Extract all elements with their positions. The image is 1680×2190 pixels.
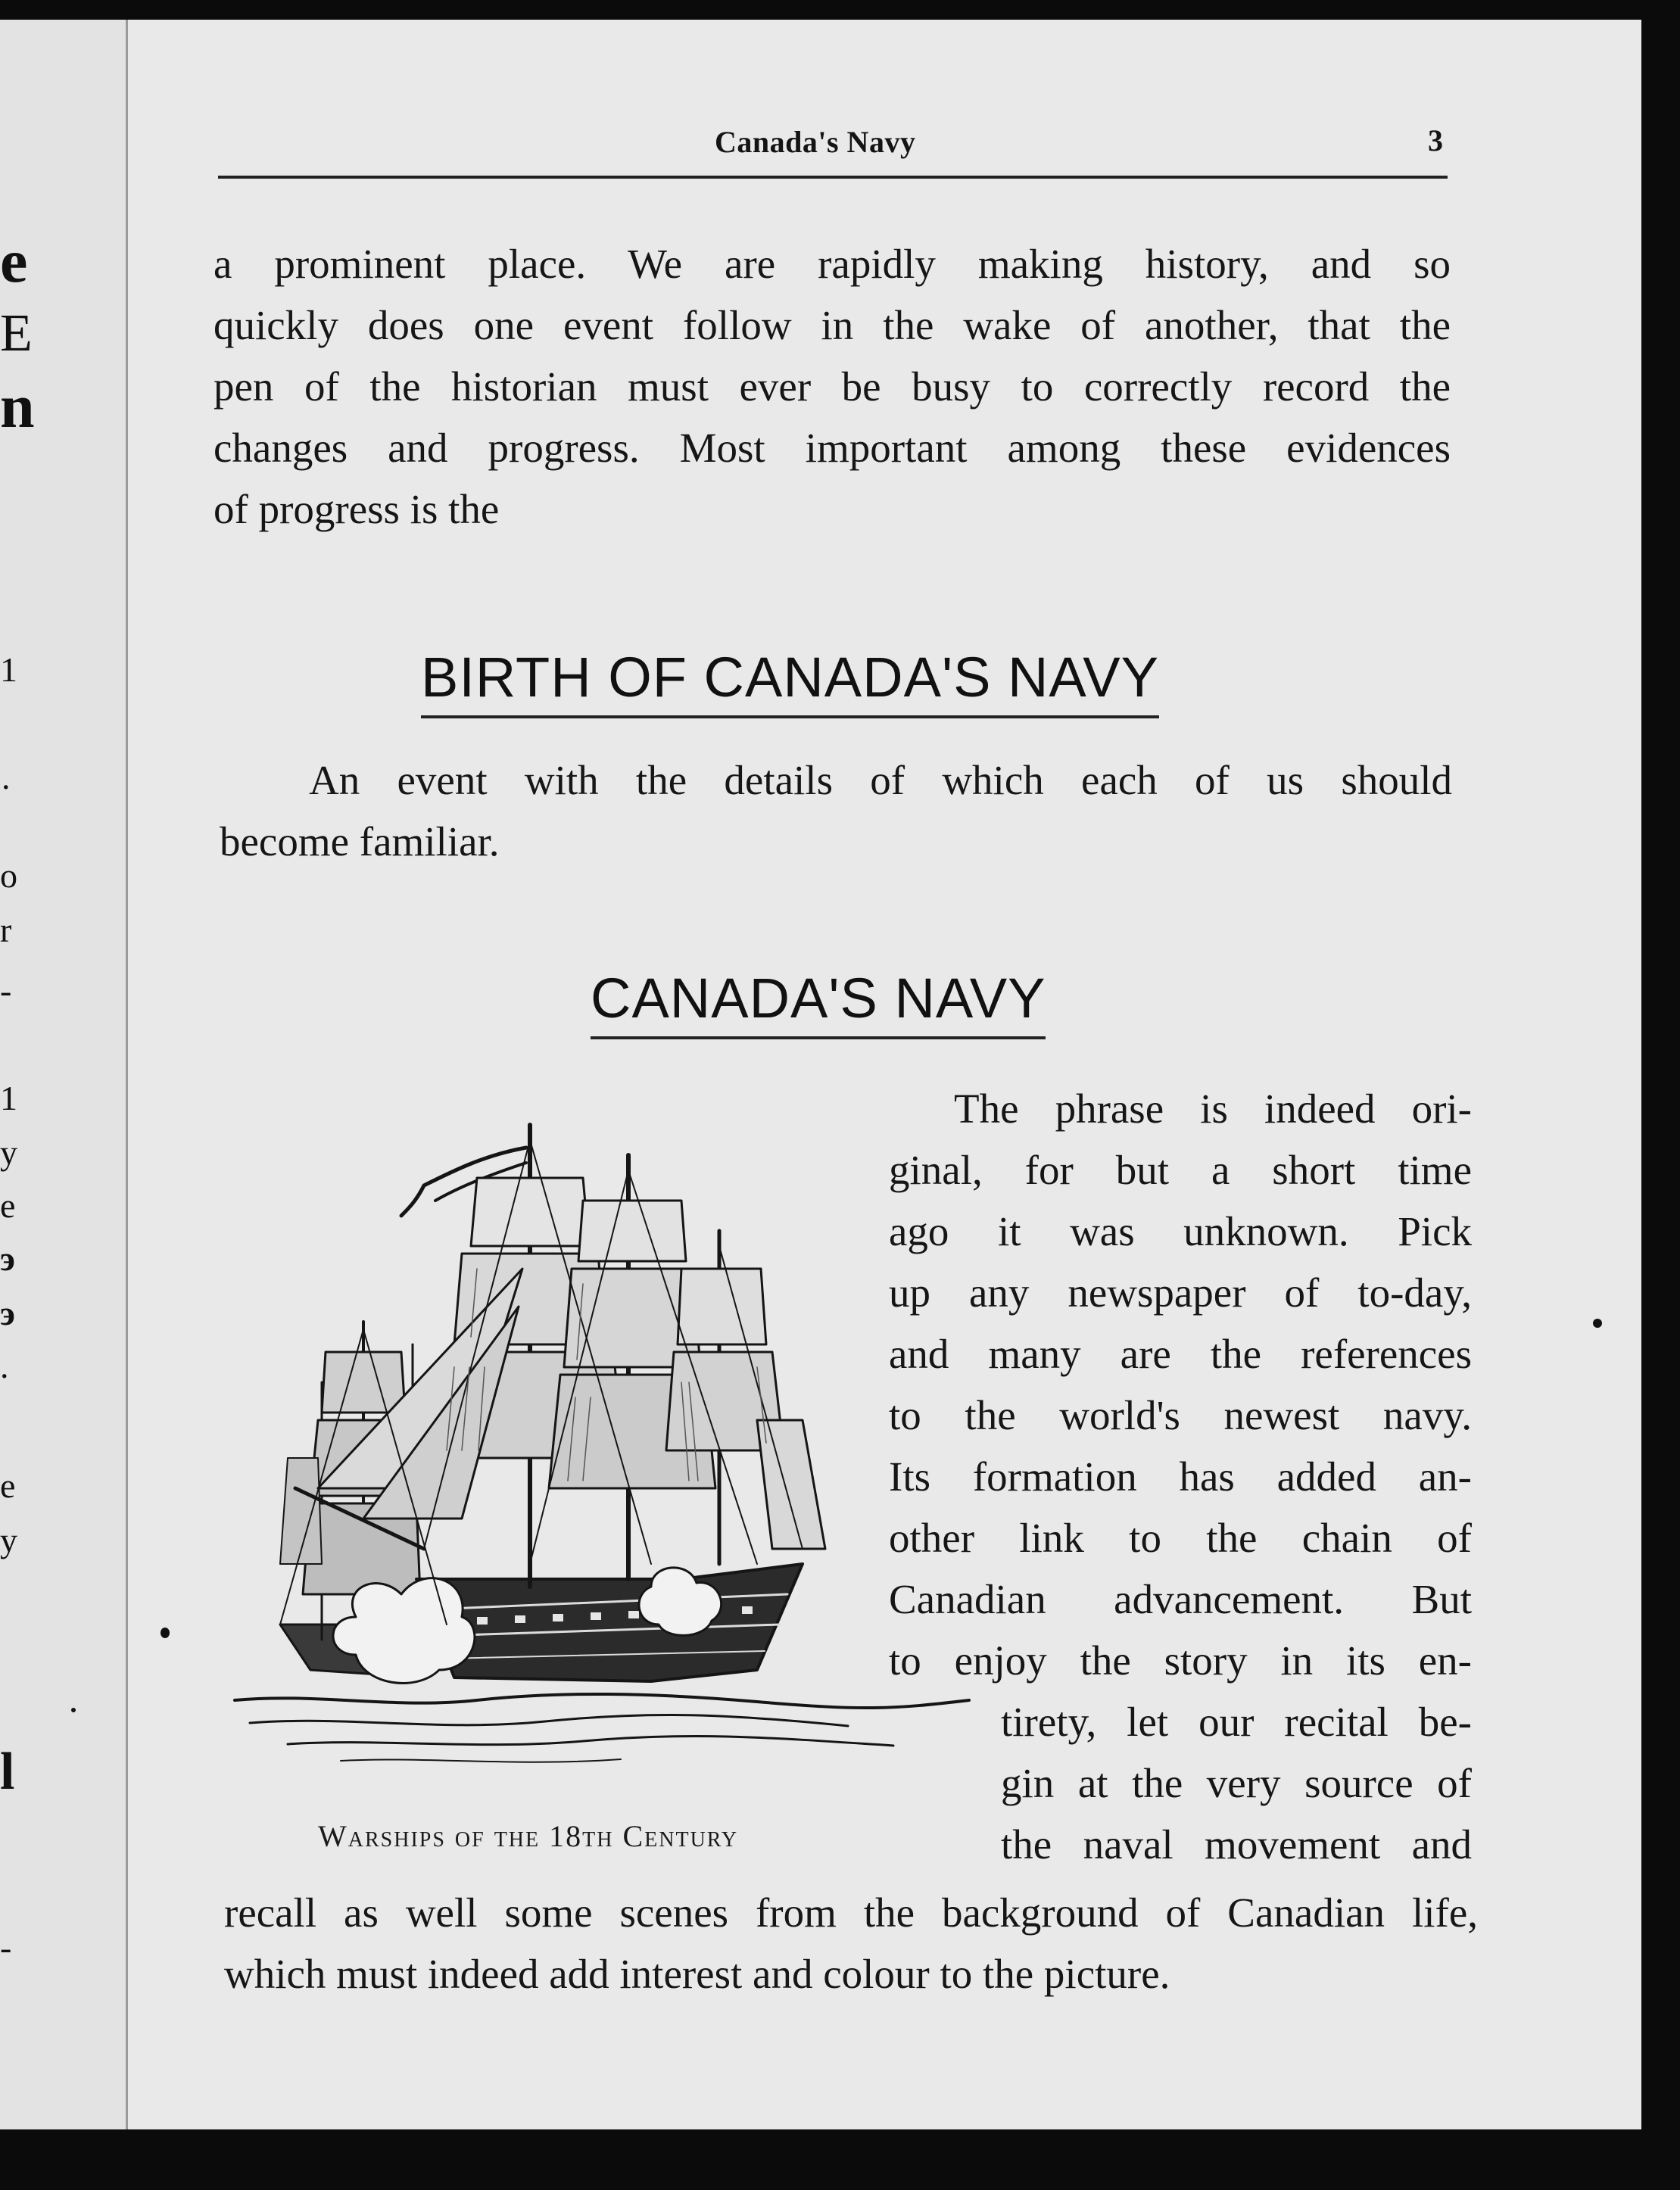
book-page — [0, 20, 1641, 2129]
margin-fragment: 1 — [0, 650, 17, 689]
section-heading-navy: CANADA'S NAVY — [591, 966, 1046, 1039]
facing-page-edge — [0, 20, 126, 2129]
illustration-caption: Warships of the 18th Century — [318, 1819, 739, 1853]
text-line: ago it was unknown. Pick — [889, 1208, 1472, 1254]
text-line: the naval movement and — [1001, 1821, 1472, 1868]
margin-fragment: l — [0, 1743, 15, 1801]
header-rule — [218, 176, 1448, 179]
text-line: The phrase is indeed ori- — [954, 1086, 1472, 1132]
text-line: ginal, for but a short time — [889, 1147, 1472, 1193]
text-line: tirety, let our recital be- — [1001, 1699, 1472, 1745]
text-line: of progress is the — [214, 486, 500, 532]
text-line: Its formation has added an- — [889, 1453, 1472, 1500]
margin-fragment: . — [0, 1347, 9, 1385]
margin-fragment: e — [0, 226, 28, 295]
text-line: to the world's newest navy. — [889, 1392, 1472, 1438]
ink-speck — [161, 1628, 170, 1638]
margin-fragment: y — [0, 1133, 17, 1172]
margin-fragment: . — [2, 758, 11, 796]
text-line: An event with the details of which each of us should — [309, 757, 1452, 803]
text-line: gin at the very source of — [1001, 1760, 1472, 1806]
section-heading-birth: BIRTH OF CANADA'S NAVY — [421, 645, 1159, 718]
margin-fragment: e — [0, 1186, 16, 1225]
closing-paragraph — [224, 1882, 1478, 2005]
text-line: changes and progress. Most important among these evidences — [214, 425, 1451, 471]
text-line: other link to the chain of — [889, 1515, 1472, 1561]
ink-speck — [71, 1708, 76, 1712]
margin-fragment: - — [0, 1928, 12, 1967]
text-line: which must indeed add interest and colour to the picture. — [224, 1951, 1170, 1997]
intro-paragraph — [214, 233, 1451, 540]
margin-fragment: y — [0, 1521, 17, 1559]
text-line: become familiar. — [220, 818, 500, 864]
margin-fragment: - — [0, 971, 12, 1010]
text-line: Canadian advancement. But — [889, 1576, 1472, 1622]
margin-fragment: э — [0, 1294, 15, 1332]
birth-paragraph — [220, 749, 1452, 872]
margin-fragment: r — [0, 911, 12, 949]
navy-paragraph — [889, 1078, 1472, 1875]
page-number: 3 — [1428, 123, 1443, 157]
text-line: pen of the historian must ever be busy to correctly record the — [214, 363, 1451, 410]
margin-fragment: E — [0, 304, 33, 363]
text-line: quickly does one event follow in the wake of another, that the — [214, 302, 1451, 348]
ink-speck — [1593, 1319, 1602, 1328]
text-line: and many are the references — [889, 1331, 1472, 1377]
text-line: a prominent place. We are rapidly making history, and so — [214, 241, 1451, 287]
margin-fragment: e — [0, 1466, 16, 1505]
margin-fragment: n — [0, 372, 35, 441]
warship-illustration — [227, 1095, 977, 1776]
running-head: Canada's Navy — [715, 125, 916, 159]
page-gutter — [126, 20, 128, 2129]
margin-fragment: o — [0, 856, 17, 895]
margin-fragment: э — [0, 1239, 15, 1278]
text-line: to enjoy the story in its en- — [889, 1637, 1472, 1684]
text-line: up any newspaper of to-day, — [889, 1269, 1472, 1316]
margin-fragment: 1 — [0, 1079, 17, 1117]
text-line: recall as well some scenes from the background of Canadian life, — [224, 1889, 1478, 1936]
